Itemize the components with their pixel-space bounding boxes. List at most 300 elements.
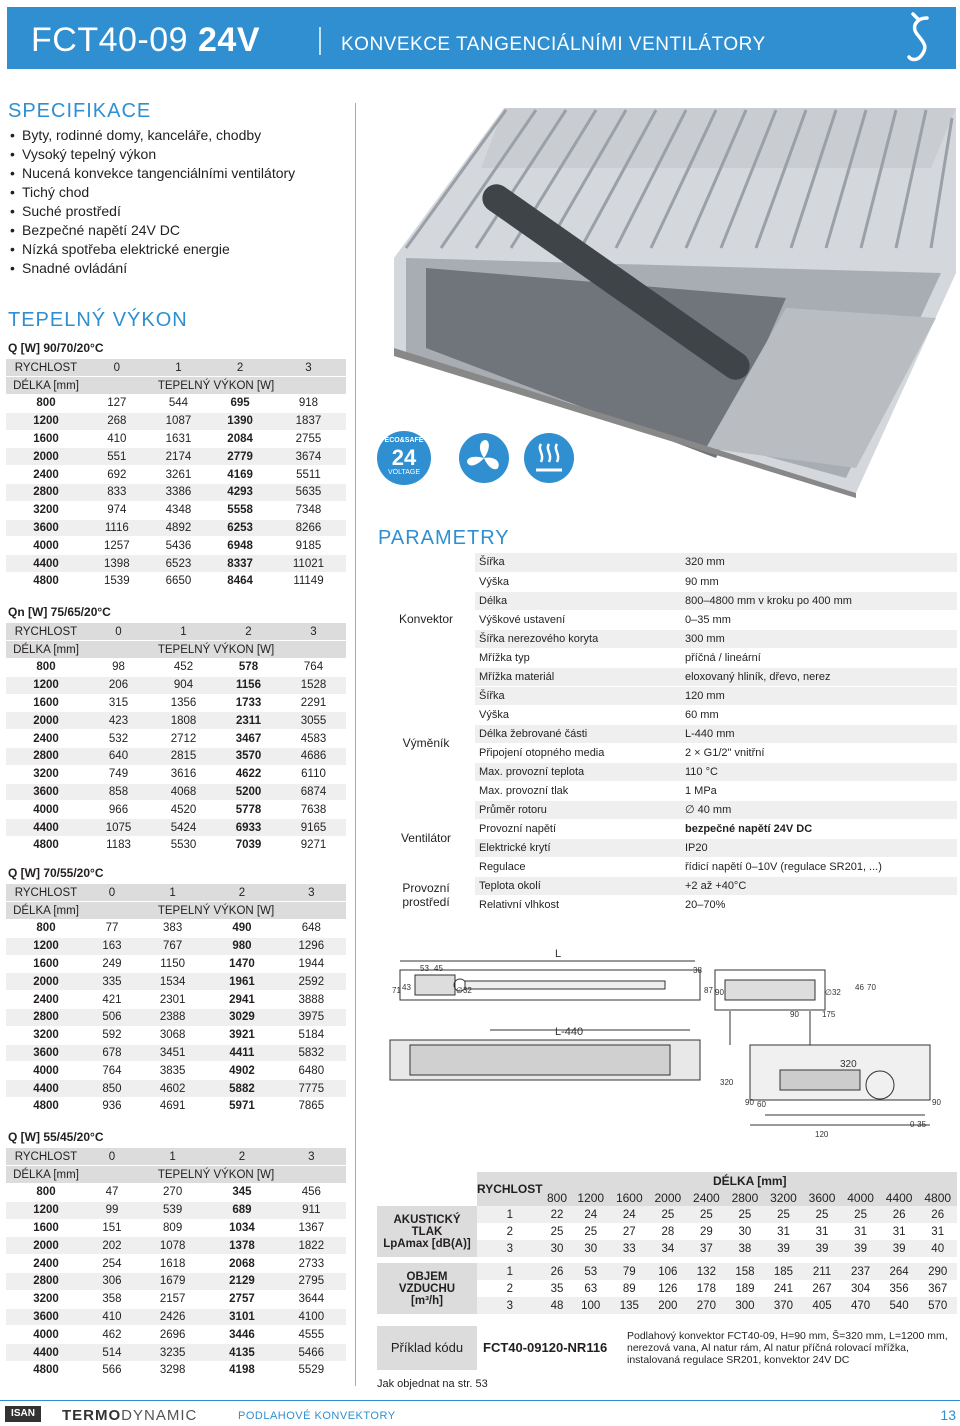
table-row (6, 1026, 346, 1044)
ac-cell: 31 (892, 1225, 906, 1238)
speed-col: 3 (277, 884, 346, 902)
dim-0-35: 0-35 (910, 1120, 927, 1129)
ac-cell: 25 (550, 1225, 564, 1238)
table-cell: 5511 (271, 466, 346, 484)
header-separator (319, 27, 321, 55)
order-example (377, 1326, 957, 1370)
table-cell: 2800 (6, 1273, 86, 1291)
dim-120: 120 (815, 1130, 829, 1139)
table-cell: 462 (86, 1326, 138, 1344)
ac-cell: 25 (841, 1206, 880, 1223)
table-row (6, 555, 346, 573)
param-row (377, 553, 957, 572)
table-cell: 640 (86, 748, 151, 766)
table-cell: 1600 (6, 1219, 86, 1237)
table-cell: 2800 (6, 748, 86, 766)
table-cell: 678 (86, 1044, 138, 1062)
param-key: Regulace (475, 857, 681, 876)
table-cell: 1034 (207, 1219, 276, 1237)
table-cell: 911 (277, 1201, 346, 1219)
table-cell: 206 (86, 676, 151, 694)
table-cell: 1183 (86, 837, 151, 855)
speed-col: 3 (281, 623, 346, 641)
table-cell: 1390 (209, 412, 271, 430)
ac-cell: 185 (764, 1263, 803, 1280)
table-row (6, 712, 346, 730)
footer-brand: TERMODYNAMIC (62, 1407, 198, 1424)
table-cell: 3467 (216, 730, 281, 748)
param-value: ∅ 40 mm (681, 800, 957, 819)
order-reference: Jak objednat na str. 53 (377, 1378, 488, 1390)
table-cell: 6874 (281, 783, 346, 801)
table-cell: 4691 (138, 1098, 207, 1116)
table-row (6, 973, 346, 991)
table-cell: 4902 (207, 1062, 276, 1080)
power-table (6, 359, 346, 591)
dim-90c: 90 (745, 1098, 754, 1107)
ac-cell: 31 (777, 1225, 790, 1238)
ac-cell: 3 (477, 1297, 543, 1314)
table-cell: 648 (277, 920, 346, 938)
param-value: 90 mm (681, 572, 957, 591)
dim-46: 46 (855, 983, 864, 992)
table-cell: 2000 (6, 448, 86, 466)
ac-cell: 570 (918, 1297, 957, 1314)
technical-drawing (370, 945, 960, 1145)
param-value: L-440 mm (681, 724, 957, 743)
ac-cell: 31 (815, 1225, 829, 1238)
table-row (6, 676, 346, 694)
ac-cell: 241 (773, 1282, 794, 1295)
table-cell: 800 (6, 659, 86, 677)
dim-L: L (555, 948, 562, 960)
ac-cell: 2 (506, 1225, 513, 1238)
table-subheader-row (6, 377, 346, 395)
table-cell: 3451 (138, 1044, 207, 1062)
table-cell: 3029 (207, 1009, 276, 1027)
table-cell: 335 (86, 973, 138, 991)
table-cell: 6480 (277, 1062, 346, 1080)
ac-cell: 2 (506, 1282, 513, 1295)
params-table (377, 553, 957, 915)
table-cell: 7865 (277, 1098, 346, 1116)
table-cell: 2592 (277, 973, 346, 991)
ac-length: 800 (543, 1189, 572, 1206)
table-cell: 551 (86, 448, 148, 466)
param-value: 60 mm (681, 705, 957, 724)
ac-length-header: DÉLKA [mm] (543, 1172, 957, 1189)
table-cell: 1600 (6, 694, 86, 712)
table-cell: 3235 (138, 1344, 207, 1362)
table-cell: 1200 (6, 937, 86, 955)
table-cell: 423 (86, 712, 151, 730)
table-cell: 3298 (138, 1362, 207, 1380)
table-cell: 800 (6, 920, 86, 938)
param-key: Provozní napětí (475, 819, 681, 838)
table-cell: 268 (86, 412, 148, 430)
table-cell: 2941 (207, 991, 276, 1009)
ac-cell: 40 (918, 1240, 957, 1257)
ac-length: 1200 (571, 1189, 610, 1206)
table-cell: 1528 (281, 676, 346, 694)
table-cell: 47 (86, 1184, 138, 1202)
ac-cell: 158 (726, 1263, 765, 1280)
table-cell: 11149 (271, 573, 346, 591)
table-cell: 410 (86, 430, 148, 448)
table-cell: 6523 (148, 555, 210, 573)
ac-length: 3200 (764, 1189, 803, 1206)
ac-group-unit: LpAmax [dB(A)] (383, 1237, 471, 1250)
table-cell: 544 (148, 395, 210, 413)
table-row (6, 430, 346, 448)
param-value: 120 mm (681, 686, 957, 705)
table-cell: 249 (86, 955, 138, 973)
table-cell: 2084 (209, 430, 271, 448)
ac-cell: 24 (571, 1206, 610, 1223)
table-cell: 532 (86, 730, 151, 748)
table-cell: 1822 (277, 1237, 346, 1255)
dim-L440: L-440 (555, 1026, 584, 1038)
badge-bottom: VOLTAGE (387, 469, 421, 476)
table-caption: Q [W] 55/45/20°C (8, 1130, 104, 1144)
table-cell: 506 (86, 1009, 138, 1027)
table-cell: 270 (138, 1184, 207, 1202)
table-header-row (6, 359, 346, 377)
ac-cell: 100 (571, 1297, 610, 1314)
ac-cell: 38 (726, 1240, 765, 1257)
speed-header: RYCHLOST (6, 884, 86, 902)
table-caption: Q [W] 90/70/20°C (8, 341, 104, 355)
table-cell: 1150 (138, 955, 207, 973)
ac-length: 2400 (687, 1189, 726, 1206)
param-key: Mřížka materiál (475, 667, 681, 686)
table-cell: 4800 (6, 1362, 86, 1380)
table-row (6, 412, 346, 430)
dim-32b: ∅32 (825, 988, 841, 997)
table-cell: 345 (207, 1184, 276, 1202)
ac-cell: 367 (928, 1282, 948, 1295)
table-subheader-row (6, 641, 346, 659)
ac-cell: 106 (649, 1263, 688, 1280)
table-cell: 254 (86, 1255, 138, 1273)
dim-38: 38 (693, 966, 702, 975)
ac-cell: 22 (543, 1206, 572, 1223)
page-number: 13 (940, 1407, 956, 1423)
table-row (6, 1080, 346, 1098)
table-cell: 5466 (277, 1344, 346, 1362)
table-cell: 764 (281, 659, 346, 677)
table-cell: 77 (86, 920, 138, 938)
ac-cell: 25 (764, 1206, 803, 1223)
table-cell: 2815 (151, 748, 216, 766)
footer-section: PODLAHOVÉ KONVEKTORY (238, 1410, 396, 1422)
page-header (7, 7, 956, 69)
table-cell: 578 (216, 659, 281, 677)
spec-item: • Nucená konvekce tangenciálními ventilátory (10, 164, 295, 183)
table-cell: 4000 (6, 1062, 86, 1080)
table-cell: 2400 (6, 730, 86, 748)
table-cell: 8464 (209, 573, 271, 591)
table-row (6, 730, 346, 748)
param-value: bezpečné napětí 24V DC (681, 819, 957, 838)
ac-group-name: AKUSTICKÝ TLAK (393, 1213, 461, 1238)
param-key: Šířka (475, 553, 681, 572)
table-cell: 4583 (281, 730, 346, 748)
table-cell: 767 (138, 937, 207, 955)
ac-cell: 267 (812, 1282, 832, 1295)
table-cell: 4602 (138, 1080, 207, 1098)
param-key: Max. provozní teplota (475, 762, 681, 781)
table-row (6, 819, 346, 837)
table-cell: 151 (86, 1219, 138, 1237)
table-cell: 410 (86, 1308, 138, 1326)
table-row (6, 484, 346, 502)
table-cell: 4800 (6, 573, 86, 591)
ac-cell: 28 (661, 1225, 675, 1238)
header-subtitle: KONVEKCE TANGENCIÁLNÍMI VENTILÁTORY (341, 34, 766, 55)
order-label: Příklad kódu (377, 1326, 477, 1370)
ac-cell: 132 (687, 1263, 726, 1280)
table-cell: 974 (86, 501, 148, 519)
dim-320b: 320 (720, 1078, 734, 1087)
table-cell: 1156 (216, 676, 281, 694)
table-cell: 5635 (271, 484, 346, 502)
ac-cell: 39 (880, 1240, 919, 1257)
table-cell: 2129 (207, 1273, 276, 1291)
output-header: TEPELNÝ VÝKON [W] (86, 641, 346, 659)
table-cell: 5529 (277, 1362, 346, 1380)
table-cell: 3921 (207, 1026, 276, 1044)
ac-row (377, 1206, 957, 1223)
table-cell: 315 (86, 694, 151, 712)
table-cell: 1356 (151, 694, 216, 712)
table-cell: 490 (207, 920, 276, 938)
speed-header: RYCHLOST (6, 623, 86, 641)
table-header-row (6, 623, 346, 641)
param-value: IP20 (681, 838, 957, 857)
table-cell: 4400 (6, 555, 86, 573)
table-row (6, 448, 346, 466)
table-cell: 1367 (277, 1219, 346, 1237)
table-cell: 689 (207, 1201, 276, 1219)
table-row (6, 991, 346, 1009)
table-cell: 9185 (271, 537, 346, 555)
table-row (6, 519, 346, 537)
table-cell: 7638 (281, 801, 346, 819)
table-caption: Q [W] 70/55/20°C (8, 866, 104, 880)
table-cell: 858 (86, 783, 151, 801)
table-cell: 2000 (6, 712, 86, 730)
table-cell: 4000 (6, 801, 86, 819)
table-cell: 3616 (151, 765, 216, 783)
table-cell: 6253 (209, 519, 271, 537)
ac-cell: 26 (880, 1206, 919, 1223)
speed-col: 0 (86, 623, 151, 641)
param-group: Provozní prostředí (377, 876, 475, 914)
speed-header: RYCHLOST (6, 359, 86, 377)
table-cell: 3835 (138, 1062, 207, 1080)
ac-cell: 290 (918, 1263, 957, 1280)
ac-cell: 189 (735, 1282, 755, 1295)
table-cell: 4800 (6, 837, 86, 855)
speed-col: 1 (148, 359, 210, 377)
ac-cell: 304 (850, 1282, 871, 1295)
table-cell: 2157 (138, 1290, 207, 1308)
ac-cell: 39 (764, 1240, 803, 1257)
ac-cell: 37 (687, 1240, 726, 1257)
column-divider (355, 103, 356, 1386)
table-cell: 7348 (271, 501, 346, 519)
ac-length: 4400 (880, 1189, 919, 1206)
speed-col: 2 (209, 359, 271, 377)
table-cell: 3261 (148, 466, 210, 484)
table-row (6, 466, 346, 484)
speed-col: 0 (86, 1148, 138, 1166)
power-title: TEPELNÝ VÝKON (8, 309, 188, 331)
ac-cell: 30 (543, 1240, 572, 1257)
param-value: 0–35 mm (681, 610, 957, 629)
table-row (6, 1344, 346, 1362)
order-description: Podlahový konvektor FCT40-09, H=90 mm, Š=320 mm, L=1200 mm, nerezová vana, Al natur rám, Al natur příčná rolovací mřížka, instalovaná regulace SR201, konvektor 24V DC (627, 1330, 948, 1366)
table-cell: 692 (86, 466, 148, 484)
table-cell: 2174 (148, 448, 210, 466)
dim-70: 70 (867, 983, 876, 992)
footer-logo: ISAN (5, 1406, 41, 1422)
ac-group-name: OBJEM VZDUCHU (398, 1270, 456, 1295)
table-cell: 3200 (6, 501, 86, 519)
footer-rule (0, 1400, 960, 1401)
param-key: Průměr rotoru (475, 800, 681, 819)
dim-90a: 90 (715, 988, 724, 997)
table-cell: 8266 (271, 519, 346, 537)
table-cell: 5971 (207, 1098, 276, 1116)
ac-group-label (377, 1206, 477, 1257)
table-cell: 1944 (277, 955, 346, 973)
dim-32a: ∅32 (456, 986, 472, 995)
speed-col: 3 (271, 359, 346, 377)
table-cell: 202 (86, 1237, 138, 1255)
param-row (377, 686, 957, 705)
spec-list (10, 126, 295, 278)
table-cell: 1470 (207, 955, 276, 973)
spec-title: SPECIFIKACE (8, 100, 152, 122)
table-row (6, 1362, 346, 1380)
table-row (6, 1009, 346, 1027)
spec-item: • Nízká spotřeba elektrické energie (10, 240, 295, 259)
table-row (6, 1044, 346, 1062)
length-header: DÉLKA [mm] (6, 1166, 86, 1184)
table-cell: 383 (138, 920, 207, 938)
table-cell: 6650 (148, 573, 210, 591)
table-cell: 127 (86, 395, 148, 413)
table-cell: 2388 (138, 1009, 207, 1027)
table-cell: 2426 (138, 1308, 207, 1326)
table-cell: 5558 (209, 501, 271, 519)
table-cell: 514 (86, 1344, 138, 1362)
table-cell: 11021 (271, 555, 346, 573)
table-cell: 2400 (6, 1255, 86, 1273)
param-row (377, 800, 957, 819)
table-cell: 1808 (151, 712, 216, 730)
table-cell: 4400 (6, 1080, 86, 1098)
table-cell: 7775 (277, 1080, 346, 1098)
ac-cell: 270 (687, 1297, 726, 1314)
dim-90d: 90 (932, 1098, 941, 1107)
table-cell: 1600 (6, 430, 86, 448)
param-key: Připojení otopného media (475, 743, 681, 762)
table-row (6, 1308, 346, 1326)
speed-header: RYCHLOST (6, 1148, 86, 1166)
table-cell: 1398 (86, 555, 148, 573)
table-cell: 2291 (281, 694, 346, 712)
table-cell: 2400 (6, 466, 86, 484)
badge-number: 24 (391, 445, 417, 470)
spec-item: • Suché prostředí (10, 202, 295, 221)
dim-90b: 90 (790, 1010, 799, 1019)
page-footer (0, 1400, 960, 1426)
table-cell: 1087 (148, 412, 210, 430)
ac-cell: 405 (803, 1297, 842, 1314)
ac-length: 2000 (649, 1189, 688, 1206)
table-row (6, 765, 346, 783)
spec-item: • Tichý chod (10, 183, 295, 202)
ac-cell: 25 (726, 1206, 765, 1223)
table-cell: 2800 (6, 1009, 86, 1027)
table-header-row (6, 884, 346, 902)
table-cell: 3600 (6, 1308, 86, 1326)
ac-cell: 30 (738, 1225, 752, 1238)
length-header: DÉLKA [mm] (6, 641, 86, 659)
param-key: Teplota okolí (475, 876, 681, 895)
ac-cell: 63 (584, 1282, 598, 1295)
length-header: DÉLKA [mm] (6, 377, 86, 395)
ac-cell: 1 (477, 1206, 543, 1223)
param-key: Relativní vlhkost (475, 895, 681, 914)
ac-cell: 25 (649, 1206, 688, 1223)
table-cell: 2800 (6, 484, 86, 502)
table-cell: 2696 (138, 1326, 207, 1344)
table-cell: 800 (6, 395, 86, 413)
table-cell: 3888 (277, 991, 346, 1009)
ac-cell: 29 (699, 1225, 713, 1238)
table-cell: 2311 (216, 712, 281, 730)
table-row (6, 955, 346, 973)
table-row (6, 748, 346, 766)
table-cell: 1296 (277, 937, 346, 955)
ac-cell: 33 (610, 1240, 649, 1257)
table-cell: 2400 (6, 991, 86, 1009)
heat-icon (524, 433, 574, 483)
table-cell: 3068 (138, 1026, 207, 1044)
table-cell: 3055 (281, 712, 346, 730)
ac-row (377, 1263, 957, 1280)
table-cell: 8337 (209, 555, 271, 573)
ac-cell: 135 (610, 1297, 649, 1314)
param-key: Šířka nerezového koryta (475, 629, 681, 648)
table-row (6, 920, 346, 938)
spec-item: • Byty, rodinné domy, kanceláře, chodby (10, 126, 295, 145)
table-cell: 1600 (6, 955, 86, 973)
table-cell: 3200 (6, 765, 86, 783)
table-cell: 456 (277, 1184, 346, 1202)
ac-speed-header: RYCHLOST (477, 1172, 543, 1206)
speed-col: 1 (138, 884, 207, 902)
order-code: FCT40-09120-NR116 (483, 1340, 608, 1355)
ac-cell: 178 (696, 1282, 716, 1295)
table-row (6, 395, 346, 413)
ac-cell: 34 (649, 1240, 688, 1257)
param-group: Konvektor (377, 553, 475, 686)
